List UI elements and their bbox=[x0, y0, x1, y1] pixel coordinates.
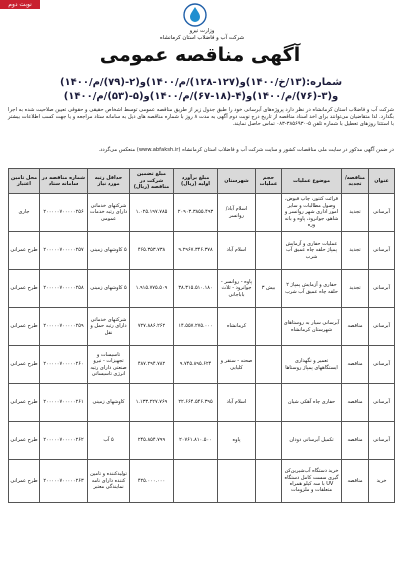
cell-volume bbox=[256, 460, 282, 503]
cell-subject: قرائت کنتور، چاپ قبوض، وصول مطالبات و سایر امور اداری شهر روانسر و شاهو، جوانرود، پاوه و بانه وره bbox=[282, 194, 342, 232]
tender-numbers-line1: شماره:(۱۳/خ/۱۴۰۰)و(۱۲۷-۱۲۸)/م/۱۴۰۰)و(۲-(۷۹)/م/۱۴۰۰) bbox=[59, 77, 343, 88]
water-drop-logo-icon bbox=[183, 3, 207, 27]
header-subject: موضوع عملیات bbox=[282, 169, 342, 194]
header-funding: محل تامین اعتبار bbox=[9, 169, 40, 194]
cell-title: آبرسانی bbox=[369, 308, 395, 346]
cell-city: اسلام آباد bbox=[218, 384, 256, 422]
cell-subject: تکمیل آبرسانی دودان bbox=[282, 422, 342, 460]
cell-volume bbox=[256, 346, 282, 384]
cell-rank: ۵ کاوشهای زمینی bbox=[88, 270, 130, 308]
cell-guarantee: ۲۴۵.۸۵۴.۷۹۹ bbox=[130, 422, 174, 460]
cell-type: تجدید bbox=[342, 270, 369, 308]
cell-setad-number: ۲۰۰۰۰۰۷۰۰۰۰۰۲۶۰ bbox=[40, 346, 88, 384]
cell-type: مناقصه bbox=[342, 308, 369, 346]
tender-numbers-line2: و(۳-(۷۶)/م/۱۴۰۰)و(۴-(۱۸-۶۷)/م/۱۴۰۰)و(۵-(۵۳)/م/۱۴۰۰) bbox=[63, 91, 339, 102]
table-row bbox=[9, 384, 395, 422]
cell-rank: کاوشهای زمینی bbox=[88, 384, 130, 422]
notice-paragraph: شرکت آب و فاضلاب استان کرمانشاه در نظر دارد پروژه‌های آبرسانی خود را طبق جدول زیر از طریق مناقصه عمومی توسط اشخاص حقیقی و حقوقی تعیین صلاحیت شده به اجرا بگذارد. لذا متقاضیان می‌توانند برای اخذ اسناد مناقصه از تاریخ درج نوبت دوم آگهی به مدت ۸ روز با شماره مناقصه های ذیل به سامانه ستاد مراجعه و یا جهت کسب اطلاعات بیشتر با استثنا روزهای تعطیل با شماره تلفن ۵-۳۸۵۶۹۳۰-۰۸۳ تماس حاصل نمایند. bbox=[8, 107, 394, 127]
cell-setad-number: ۲۰۰۰۰۰۷۰۰۰۰۰۲۵۸ bbox=[40, 270, 88, 308]
cell-guarantee: ۱.۰۲۵.۱۹۷.۷۸۵ bbox=[130, 194, 174, 232]
cell-rank: تولیدکننده و تامین کننده دارای نامه نمایندگی معتبر bbox=[88, 460, 130, 503]
cell-funding: طرح عمرانی bbox=[9, 384, 40, 422]
header-guarantee: مبلغ تضمین شرکت در مناقصه (ریال) bbox=[130, 169, 174, 194]
table-row bbox=[9, 270, 395, 308]
cell-guarantee: ۱.۹۱۵.۷۷۵.۵۰۹ bbox=[130, 270, 174, 308]
cell-funding: طرح عمرانی bbox=[9, 460, 40, 503]
cell-city: پاوه bbox=[218, 422, 256, 460]
cell-funding: طرح عمرانی bbox=[9, 346, 40, 384]
cell-guarantee: ۷۲۷.۸۸۶.۲۶۲ bbox=[130, 308, 174, 346]
cell-rank: شرکتهای خدماتی دارای رتبه حمل و نقل bbox=[88, 308, 130, 346]
company-name: شرکت آب و فاضلاب استان کرمانشاه bbox=[159, 35, 245, 41]
header-rank: حداقل رتبه مورد نیاز bbox=[88, 169, 130, 194]
cell-setad-number: ۲۰۰۰۰۰۷۰۰۰۰۰۲۵۶ bbox=[40, 194, 88, 232]
header-title: عنوان bbox=[369, 169, 395, 194]
table-header-row bbox=[9, 169, 395, 194]
cell-rank: ۵ کاوشهای زمینی bbox=[88, 232, 130, 270]
cell-subject: حفاری چاه آهکی شیان bbox=[282, 384, 342, 422]
cell-type: مناقصه bbox=[342, 384, 369, 422]
cell-guarantee: ۴۲۵.۰۰۰.۰۰۰ bbox=[130, 460, 174, 503]
header-city: شهرستان bbox=[218, 169, 256, 194]
cell-title: آبرسانی bbox=[369, 270, 395, 308]
cell-setad-number: ۲۰۰۰۰۰۷۰۰۰۰۰۲۵۷ bbox=[40, 232, 88, 270]
notice-title: آگهی مناقصه عمومی bbox=[99, 44, 301, 66]
table-row bbox=[9, 194, 395, 232]
cell-volume bbox=[256, 422, 282, 460]
cell-setad-number: ۲۰۰۰۰۰۷۰۰۰۰۰۲۶۳ bbox=[40, 460, 88, 503]
cell-city: اسلام آباد/ روانسر bbox=[218, 194, 256, 232]
cell-volume bbox=[256, 308, 282, 346]
cell-funding: طرح عمرانی bbox=[9, 308, 40, 346]
cell-city bbox=[218, 460, 256, 503]
ministry-name: وزارت نیرو bbox=[189, 28, 215, 34]
cell-funding: طرح عمرانی bbox=[9, 270, 40, 308]
cell-type: مناقصه bbox=[342, 422, 369, 460]
cell-title: آبرسانی bbox=[369, 194, 395, 232]
cell-rank: ۵ آب bbox=[88, 422, 130, 460]
header-volume: حجم عملیات bbox=[256, 169, 282, 194]
cell-guarantee: ۱.۱۳۳.۲۲۷.۷۶۹ bbox=[130, 384, 174, 422]
cell-guarantee: ۴۸۷.۲۹۴.۷۸۲ bbox=[130, 346, 174, 384]
cell-subject: حفاری و آزمایش پمپاژ ۲ حلقه چاه عمیق آب شرب bbox=[282, 270, 342, 308]
table-row bbox=[9, 460, 395, 503]
table-row bbox=[9, 422, 395, 460]
table-row bbox=[9, 308, 395, 346]
cell-subject: خرید دستگاه آب‌شیرین‌کن گیری سست کامل دستگاه UV با سه کیلو همراه متعلقات و ملزومات bbox=[282, 460, 342, 503]
table-row bbox=[9, 346, 395, 384]
cell-estimate: ۱۴.۵۵۷.۲۷۵.۰۰۰ bbox=[174, 308, 218, 346]
header-setad-number: شماره مناقصه در سامانه ستاد bbox=[40, 169, 88, 194]
cell-type: تجدید bbox=[342, 194, 369, 232]
cell-type: تجدید bbox=[342, 232, 369, 270]
cell-funding: طرح عمرانی bbox=[9, 422, 40, 460]
cell-city: کرمانشاه bbox=[218, 308, 256, 346]
notice-round-badge: نوبت دوم bbox=[0, 0, 40, 9]
cell-subject: عملیات حفاری و آزمایش پمپاژ حلقه چاه عمیق آب شرب bbox=[282, 232, 342, 270]
cell-estimate bbox=[174, 460, 218, 503]
cell-volume bbox=[256, 384, 282, 422]
cell-title: آبرسانی bbox=[369, 422, 395, 460]
cell-rank: شرکتهای خدماتی دارای رتبه خدمات عمومی bbox=[88, 194, 130, 232]
cell-volume bbox=[256, 194, 282, 232]
cell-estimate: ۲۰۷۶۱.۸۱۰.۵۰۰ bbox=[174, 422, 218, 460]
cell-city: صحنه - سنقر و کلیایی bbox=[218, 346, 256, 384]
cell-title: آبرسانی bbox=[369, 232, 395, 270]
cell-rank: تاسیسات و تجهیزات - نیرو صنعتی دارای رتبه انرژی تاسیساتی bbox=[88, 346, 130, 384]
cell-title: آبرسانی bbox=[369, 346, 395, 384]
cell-type: مناقصه bbox=[342, 346, 369, 384]
cell-setad-number: ۲۰۰۰۰۰۷۰۰۰۰۰۲۵۹ bbox=[40, 308, 88, 346]
cell-funding: طرح عمرانی bbox=[9, 232, 40, 270]
cell-city: اسلام آباد bbox=[218, 232, 256, 270]
header-estimate: مبلغ برآورد اولیه (ریال) bbox=[174, 169, 218, 194]
cell-estimate: ۲۲.۶۶۴.۵۴۶.۳۹۵ bbox=[174, 384, 218, 422]
cell-estimate: ۳۸.۳۱۵.۵۱۰.۱۸۰ bbox=[174, 270, 218, 308]
cell-funding: جاری bbox=[9, 194, 40, 232]
tender-table bbox=[8, 168, 395, 503]
cell-volume bbox=[256, 232, 282, 270]
cell-subject: آبرسانی سیار به روستاهای شهرستان کرمانشاه bbox=[282, 308, 342, 346]
cell-volume: بیش ۳ bbox=[256, 270, 282, 308]
cell-estimate: ۲۰۹۰۳.۳۸۵۵.۴۹۳ bbox=[174, 194, 218, 232]
notice-website-note: در ضمن آگهی مذکور در سایت ملی مناقصات کشور و سایت شرکت آب و فاضلاب استان کرمانشاه (www.abfaksh.ir) منعکس می‌گردد. bbox=[98, 147, 394, 153]
cell-subject: تعمیر و نگهداری ایستگاههای پمپاژ روستاها bbox=[282, 346, 342, 384]
cell-title: خرید bbox=[369, 460, 395, 503]
cell-guarantee: ۴۶۵.۳۵۳.۷۳۸ bbox=[130, 232, 174, 270]
cell-setad-number: ۲۰۰۰۰۰۷۰۰۰۰۰۲۶۱ bbox=[40, 384, 88, 422]
cell-setad-number: ۲۰۰۰۰۰۷۰۰۰۰۰۲۶۲ bbox=[40, 422, 88, 460]
cell-estimate: ۹.۷۴۵.۸۹۵.۶۲۴ bbox=[174, 346, 218, 384]
header-type: مناقصه/تجدید bbox=[342, 169, 369, 194]
cell-type: مناقصه bbox=[342, 460, 369, 503]
cell-city: پاوه - روانسر - جوانرود - ثلاث باباجانی bbox=[218, 270, 256, 308]
cell-estimate: ۹.۲۹۶۷.۳۴۶.۳۷۸ bbox=[174, 232, 218, 270]
table-row bbox=[9, 232, 395, 270]
cell-title: آبرسانی bbox=[369, 384, 395, 422]
